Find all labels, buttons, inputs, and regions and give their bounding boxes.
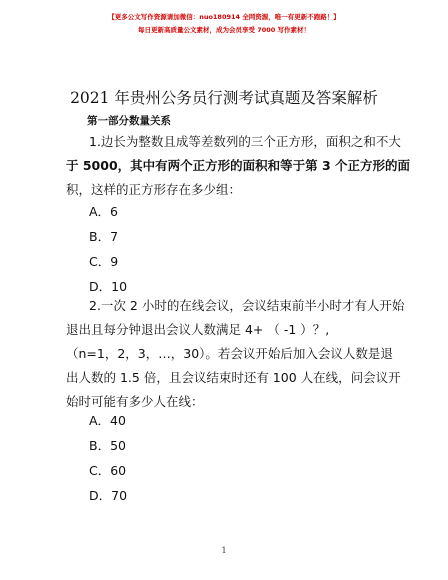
- question-2-option-b: B．50: [89, 438, 126, 453]
- question-1-option-b: B．7: [89, 229, 119, 244]
- question-2-option-a: A．40: [89, 413, 126, 428]
- question-1-option-d: D．10: [89, 279, 128, 294]
- question-2-line-3: （n=1，2，3，…，30）。若会议开始后加入会议人数是退: [66, 346, 393, 361]
- promo-banner-line1: 【更多公文写作资源请加微信：nuo180914 全网资源，唯一有更新不跑路！】: [108, 13, 340, 21]
- question-2-line-5: 始时可能有多少人在线：: [66, 394, 204, 409]
- question-2: [66, 294, 405, 414]
- page-number: 1: [221, 546, 227, 555]
- question-2-option-d: D．70: [89, 488, 128, 503]
- question-2-line-4: 出人数的 1.5 倍，且会议结束时还有 100 人在线，问会议开: [66, 370, 401, 385]
- question-1-option-c: C．9: [89, 254, 119, 269]
- question-2-option-c: C．60: [89, 463, 127, 478]
- promo-banner-line2: 每日更新高质量公文素材，成为会员享受 7000 写作素材！: [137, 26, 311, 34]
- question-1-option-a: A．6: [89, 204, 119, 219]
- question-2-line-1: 2.一次 2 小时的在线会议，会议结束前半小时才有人开始: [89, 298, 405, 313]
- question-1-line-2: 于 5000，其中有两个正方形的面积和等于第 3 个正方形的面: [66, 158, 411, 173]
- page-title: 2021 年贵州公务员行测考试真题及答案解析: [70, 89, 378, 107]
- question-2-line-2: 退出且每分钟退出会议人数满足 4+ （ -1 ）？,: [66, 322, 330, 337]
- section-heading: 第一部分数量关系: [87, 115, 171, 127]
- question-1-line-1: 1.边长为整数且成等差数列的三个正方形，面积之和不大: [89, 134, 401, 149]
- question-1: [66, 130, 411, 202]
- question-1-line-3: 积，这样的正方形存在多少组：: [66, 182, 242, 197]
